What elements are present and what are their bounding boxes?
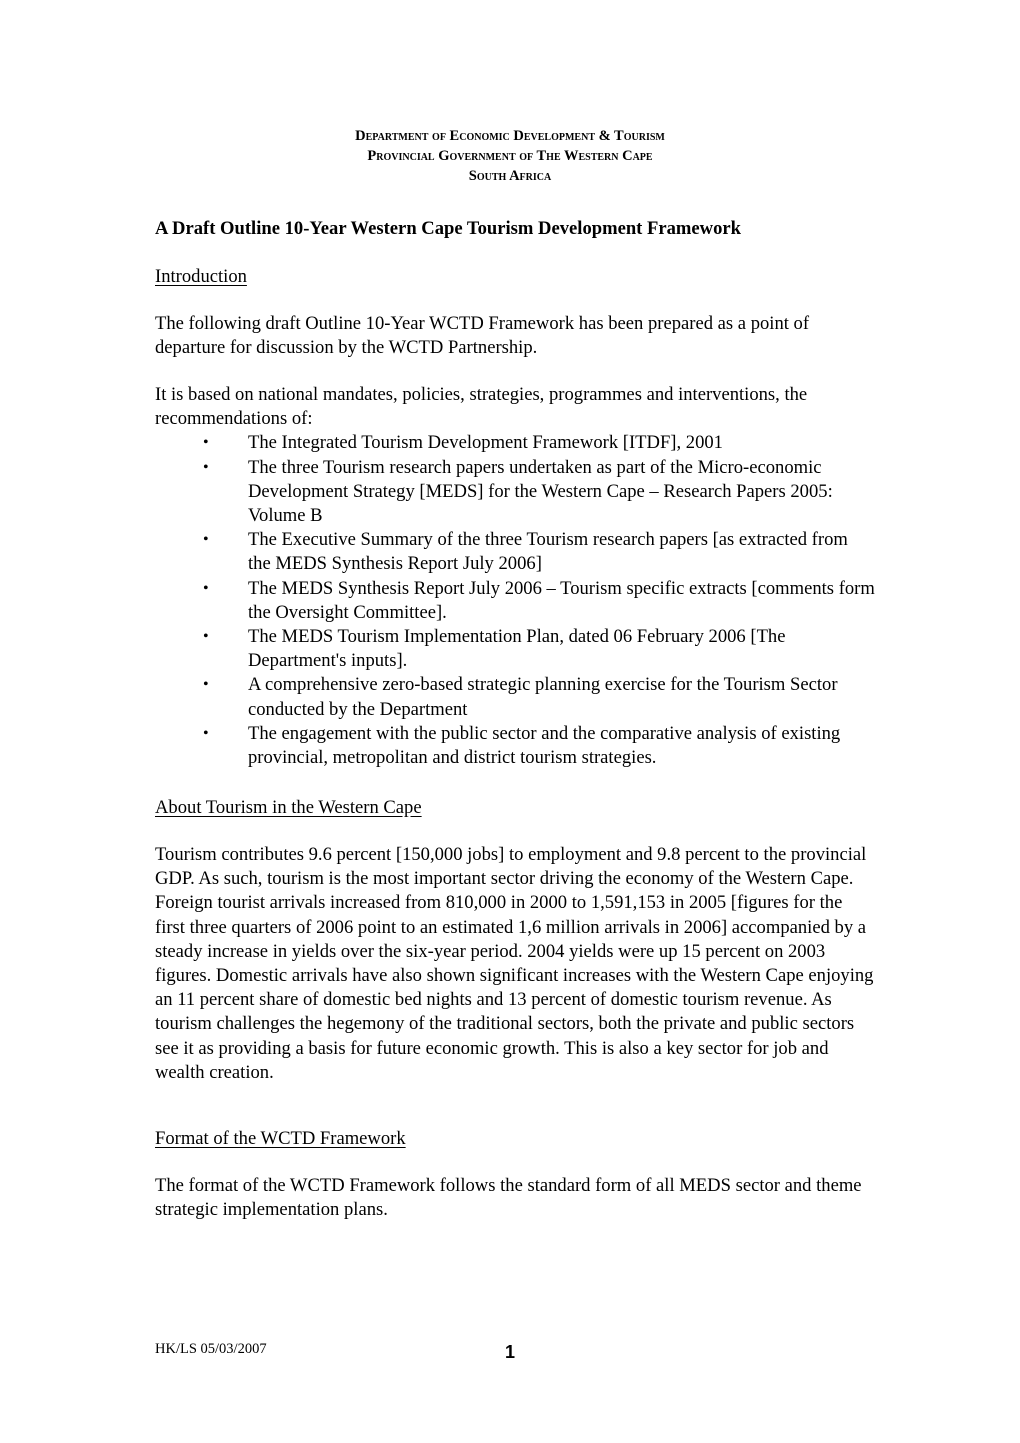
recommendations-list [155, 431, 875, 770]
list-item-text: The three Tourism research papers undertaken as part of the Micro-economic Development Strategy [MEDS] for the Western Cape – Research Papers 2005: Volume B [248, 456, 833, 527]
bullet-icon: • [203, 458, 209, 476]
section-heading-introduction: Introduction [155, 266, 247, 287]
bullet-icon: • [203, 531, 209, 549]
list-item-text: The Integrated Tourism Development Framework [ITDF], 2001 [248, 432, 723, 454]
list-item [155, 673, 875, 721]
list-item [155, 625, 875, 673]
list-item-text: The engagement with the public sector and the comparative analysis of existing provincial, metropolitan and district tourism strategies. [248, 722, 841, 769]
document-header [0, 126, 1020, 186]
paragraph-text: The following draft Outline 10-Year WCTD Framework has been prepared as a point of departure for discussion by the WCTD Partnership. [155, 313, 810, 359]
section-heading-format: Format of the WCTD Framework [155, 1128, 406, 1149]
section-heading-about-tourism: About Tourism in the Western Cape [155, 797, 422, 818]
list-item [155, 456, 875, 529]
list-item-text: A comprehensive zero-based strategic planning exercise for the Tourism Sector conducted by the Department [248, 674, 838, 720]
bullet-icon: • [203, 676, 209, 694]
paragraph-text: The format of the WCTD Framework follows the standard form of all MEDS sector and theme strategic implementation plans. [155, 1175, 862, 1221]
list-item-text: The MEDS Tourism Implementation Plan, dated 06 February 2006 [The Department's inputs]. [248, 626, 786, 672]
format-paragraph [155, 1174, 875, 1222]
footer-reference: HK/LS 05/03/2007 [155, 1341, 267, 1357]
about-tourism-paragraph [155, 843, 875, 1085]
intro-paragraph-2 [155, 383, 875, 770]
list-item [155, 722, 875, 770]
list-item [155, 431, 875, 455]
list-item-text: The Executive Summary of the three Tourism research papers [as extracted from the MEDS Synthesis Report July 2006] [248, 529, 848, 575]
intro-paragraph-1 [155, 312, 875, 360]
list-item [155, 528, 875, 576]
header-country: South Africa [468, 168, 552, 184]
header-department: Department of Economic Development & Tourism [355, 128, 665, 144]
document-title: A Draft Outline 10-Year Western Cape Tourism Development Framework [155, 218, 741, 239]
list-item-text: The MEDS Synthesis Report July 2006 – Tourism specific extracts [comments form the Oversight Committee]. [248, 577, 875, 623]
page-number: 1 [505, 1342, 516, 1362]
bullet-icon: • [203, 724, 209, 742]
list-item [155, 577, 875, 625]
bullet-icon: • [203, 579, 209, 597]
bullet-icon: • [203, 434, 209, 452]
bullet-icon: • [203, 628, 209, 646]
paragraph-text: Tourism contributes 9.6 percent [150,000 jobs] to employment and 9.8 percent to the provincial GDP. As such, tourism is the most important sector driving the economy of the Western Cape. Foreign tourist arrivals increased from 810,000 in 2000 to 1,591,153 in 2005 [figures for the first three quarters of 2006 point to an estimated 1,6 million arrivals in 2006] accompanied by a steady increase in yields over the six-year period. 2004 yields were up 15 percent on 2003 figures. Domestic arrivals have also shown significant increases with the Western Cape enjoying an 11 percent share of domestic bed nights and 13 percent of domestic tourism revenue. As tourism challenges the hegemony of the traditional sectors, both the private and public sectors see it as providing a basis for future economic growth. This is also a key sector for job and wealth creation. [155, 844, 874, 1083]
paragraph-text: It is based on national mandates, policies, strategies, programmes and interventions, the recommendations of: [155, 384, 808, 430]
header-government: Provincial Government of The Western Cape [367, 148, 653, 164]
